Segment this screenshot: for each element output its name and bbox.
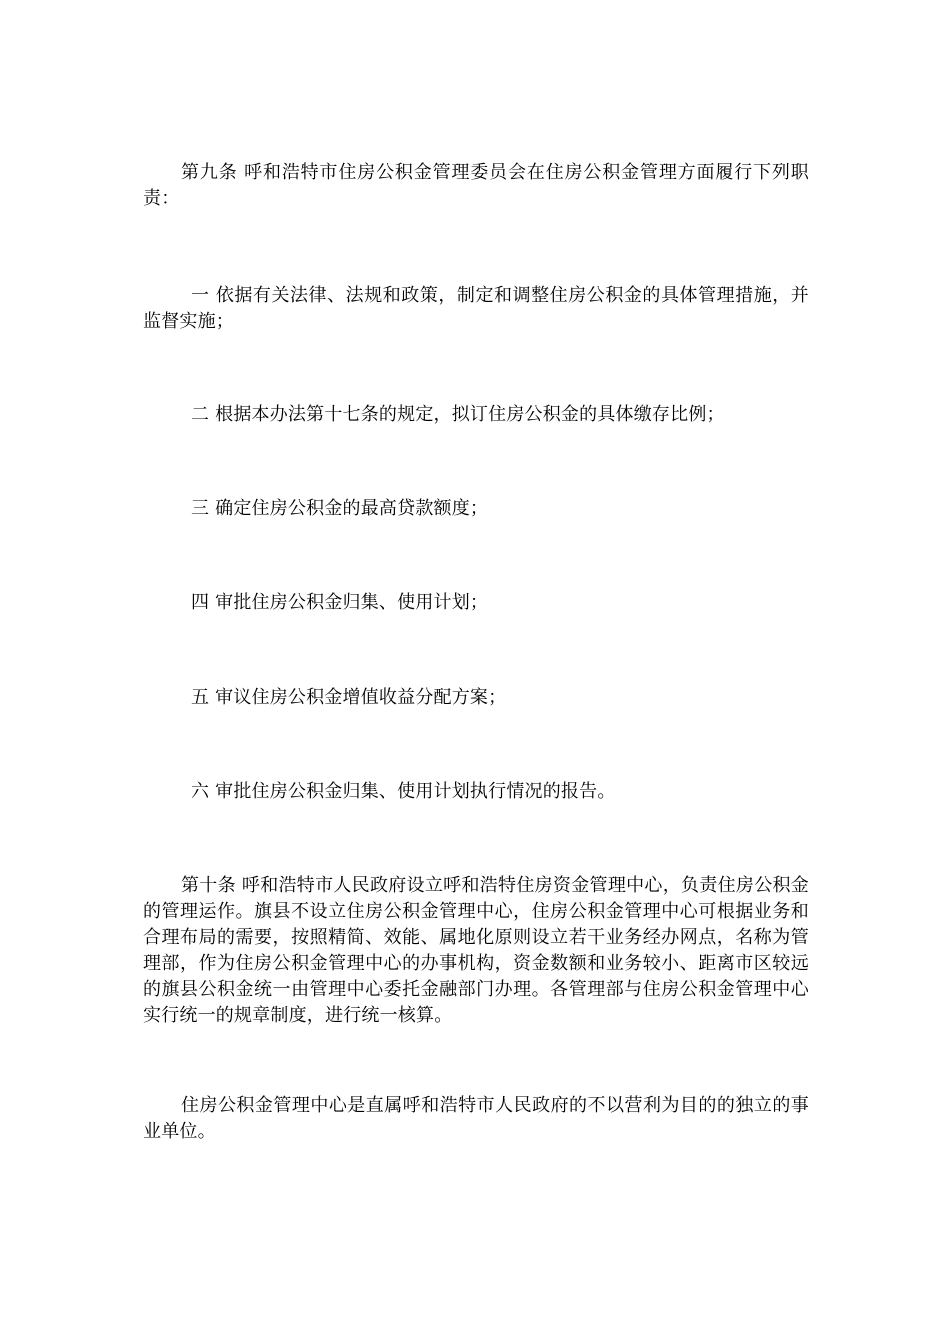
article-9-item-4: 四 审批住房公积金归集、使用计划； (191, 592, 489, 613)
article-9-item-6: 六 审批住房公积金归集、使用计划执行情况的报告。 (191, 781, 616, 802)
article-9-paragraph: 第九条 呼和浩特市住房公积金管理委员会在住房公积金管理方面履行下列职责： (143, 162, 809, 209)
article-9-item-1: 一 依据有关法律、法规和政策，制定和调整住房公积金的具体管理措施，并监督实施； (143, 285, 809, 332)
article-10-paragraph: 第十条 呼和浩特市人民政府设立呼和浩特住房资金管理中心，负责住房公积金的管理运作。旗县不设立住房公积金管理中心，住房公积金管理中心可根据业务和合理布局的需要，按照精简、效能、属地化原则设立若干业务经办网点，名称为管理部，作为住房公积金管理中心的办事机构，资金数额和业务较小、距离市区较远的旗县公积金统一由管理中心委托金融部门办理。各管理部与住房公积金管理中心实行统一的规章制度，进行统一核算。 (143, 875, 809, 1026)
article-9-item-2: 二 根据本办法第十七条的规定，拟订住房公积金的具体缴存比例； (191, 404, 725, 425)
article-9-item-3: 三 确定住房公积金的最高贷款额度； (191, 498, 489, 519)
article-9-item-5: 五 审议住房公积金增值收益分配方案； (191, 687, 507, 708)
article-10-continuation-paragraph: 住房公积金管理中心是直属呼和浩特市人民政府的不以营利为目的的独立的事业单位。 (143, 1095, 809, 1142)
